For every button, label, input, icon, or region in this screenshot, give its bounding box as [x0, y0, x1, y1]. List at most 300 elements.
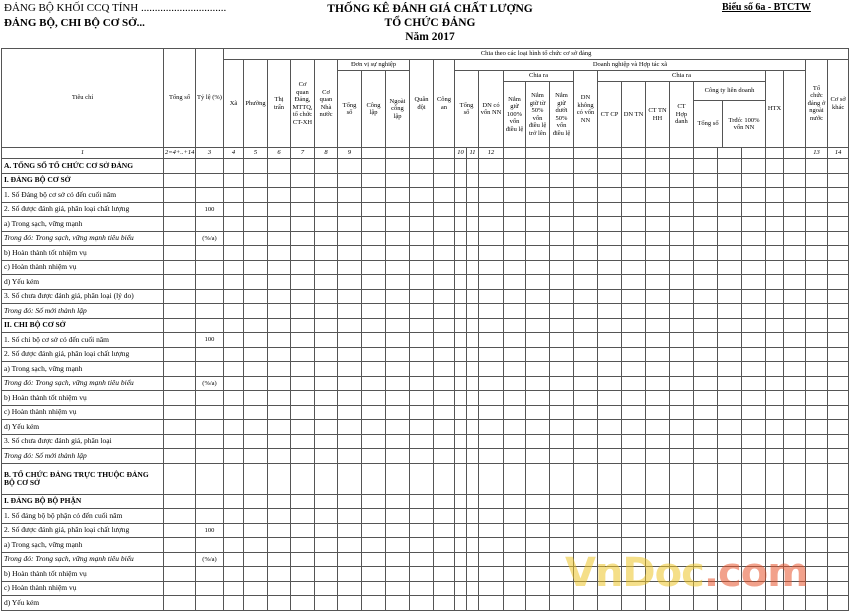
table-cell: [268, 202, 291, 217]
table-row: [2, 405, 849, 420]
table-cell: [268, 463, 291, 494]
table-cell: [646, 231, 670, 246]
column-number-cell: [598, 148, 622, 159]
table-cell: [694, 275, 718, 290]
table-cell: [291, 188, 315, 203]
table-cell: [455, 202, 467, 217]
table-cell: [806, 538, 828, 553]
table-cell: [622, 449, 646, 464]
table-cell: [164, 289, 196, 304]
table-cell: [828, 318, 849, 333]
table-cell: [244, 581, 268, 596]
table-cell: [646, 405, 670, 420]
table-cell: [434, 391, 455, 406]
table-cell: [622, 246, 646, 261]
table-cell: [504, 260, 526, 275]
table-cell: [670, 391, 694, 406]
table-cell: [742, 202, 766, 217]
table-cell: [479, 173, 504, 188]
table-cell: [315, 289, 338, 304]
table-cell: [244, 231, 268, 246]
table-cell: [291, 246, 315, 261]
table-cell: [766, 159, 784, 174]
table-cell: [550, 523, 574, 538]
table-cell: [455, 275, 467, 290]
row-label: 2. Số được đánh giá, phân loại chất lượng: [2, 202, 164, 217]
table-cell: [224, 217, 244, 232]
table-cell: [622, 347, 646, 362]
table-row: [2, 494, 849, 509]
table-cell: [806, 304, 828, 319]
table-cell: [694, 304, 718, 319]
table-cell: [598, 376, 622, 391]
table-cell: [504, 434, 526, 449]
header-nn-50: Nắm giữ từ 50% vốn điều lệ trở lên: [526, 82, 550, 148]
table-cell: [362, 188, 386, 203]
table-cell: [670, 159, 694, 174]
table-cell: [742, 463, 766, 494]
table-cell: [338, 523, 362, 538]
table-cell: [670, 188, 694, 203]
table-cell: [268, 523, 291, 538]
report-title-line1: THỐNG KÊ ĐÁNH GIÁ CHẤT LƯỢNG: [327, 3, 533, 15]
table-cell: [455, 231, 467, 246]
table-cell: [806, 523, 828, 538]
column-number-cell: [670, 148, 694, 159]
table-cell: [455, 304, 467, 319]
table-cell: [806, 260, 828, 275]
table-cell: [164, 567, 196, 582]
table-cell: [526, 217, 550, 232]
table-cell: [742, 275, 766, 290]
table-cell: [784, 494, 806, 509]
table-cell: [455, 159, 467, 174]
header-chia-ra: Chia ra: [504, 71, 574, 82]
table-cell: [479, 581, 504, 596]
table-cell: [694, 188, 718, 203]
table-cell: [386, 567, 410, 582]
table-cell: [766, 173, 784, 188]
row-label: II. CHI BỘ CƠ SỞ: [2, 318, 164, 333]
table-cell: [526, 391, 550, 406]
table-cell: [164, 449, 196, 464]
table-cell: [315, 347, 338, 362]
table-cell: [742, 231, 766, 246]
table-cell: [467, 420, 479, 435]
table-cell: [291, 260, 315, 275]
table-cell: [362, 420, 386, 435]
table-cell: [694, 494, 718, 509]
table-cell: [291, 362, 315, 377]
table-cell: [670, 463, 694, 494]
table-cell: [718, 289, 742, 304]
header-dn-co-von-nn: DN có vốn NN: [479, 71, 504, 148]
table-cell: [694, 405, 718, 420]
table-cell: [224, 449, 244, 464]
table-cell: [291, 552, 315, 567]
table-cell: [526, 159, 550, 174]
table-cell: [244, 159, 268, 174]
table-cell: [526, 304, 550, 319]
table-row: [2, 596, 849, 611]
table-cell: [268, 567, 291, 582]
table-cell: [268, 538, 291, 553]
table-row: [2, 304, 849, 319]
table-cell: [224, 463, 244, 494]
table-cell: [742, 188, 766, 203]
table-cell: [694, 246, 718, 261]
table-cell: [455, 552, 467, 567]
table-cell: [574, 318, 598, 333]
table-cell: [828, 523, 849, 538]
table-cell: [386, 289, 410, 304]
ty-le-cell: [196, 405, 224, 420]
table-cell: [718, 347, 742, 362]
table-cell: [268, 449, 291, 464]
row-label: b) Hoàn thành tốt nhiệm vụ: [2, 567, 164, 582]
table-cell: [291, 333, 315, 348]
table-cell: [479, 159, 504, 174]
table-cell: [784, 434, 806, 449]
table-cell: [598, 188, 622, 203]
table-cell: [622, 173, 646, 188]
table-cell: [434, 289, 455, 304]
table-cell: [550, 188, 574, 203]
table-cell: [386, 159, 410, 174]
table-cell: [362, 391, 386, 406]
table-cell: [784, 275, 806, 290]
table-cell: [362, 231, 386, 246]
table-cell: [806, 391, 828, 406]
table-cell: [291, 202, 315, 217]
table-cell: [386, 523, 410, 538]
table-cell: [806, 202, 828, 217]
row-label: a) Trong sạch, vững mạnh: [2, 362, 164, 377]
table-cell: [362, 523, 386, 538]
table-cell: [244, 362, 268, 377]
table-cell: [244, 434, 268, 449]
table-cell: [718, 420, 742, 435]
table-cell: [164, 159, 196, 174]
table-cell: [784, 333, 806, 348]
table-cell: [828, 246, 849, 261]
table-cell: [479, 376, 504, 391]
table-cell: [784, 217, 806, 232]
table-cell: [164, 318, 196, 333]
table-cell: [455, 391, 467, 406]
table-cell: [694, 318, 718, 333]
table-cell: [646, 376, 670, 391]
table-cell: [622, 188, 646, 203]
table-cell: [338, 463, 362, 494]
table-cell: [410, 318, 434, 333]
table-cell: [362, 362, 386, 377]
row-label: c) Hoàn thành nhiệm vụ: [2, 405, 164, 420]
table-cell: [268, 596, 291, 611]
table-row: [2, 449, 849, 464]
table-cell: [386, 246, 410, 261]
table-cell: [315, 173, 338, 188]
table-cell: [386, 318, 410, 333]
table-cell: [315, 449, 338, 464]
table-cell: [766, 376, 784, 391]
table-cell: [598, 275, 622, 290]
table-cell: [646, 420, 670, 435]
table-cell: [742, 391, 766, 406]
column-number-cell: [766, 148, 784, 159]
column-number-cell: 6: [268, 148, 291, 159]
table-cell: [386, 494, 410, 509]
table-cell: [550, 449, 574, 464]
table-cell: [806, 463, 828, 494]
table-row: [2, 523, 849, 538]
table-cell: [646, 275, 670, 290]
table-cell: [550, 494, 574, 509]
table-cell: [742, 347, 766, 362]
table-cell: [828, 405, 849, 420]
table-cell: [386, 449, 410, 464]
table-cell: [784, 188, 806, 203]
table-cell: [806, 173, 828, 188]
table-cell: [455, 173, 467, 188]
table-cell: [455, 376, 467, 391]
table-cell: [362, 159, 386, 174]
table-cell: [291, 405, 315, 420]
table-cell: [766, 275, 784, 290]
table-cell: [828, 567, 849, 582]
row-label: Trong đó: Số mới thành lập: [2, 449, 164, 464]
table-cell: [526, 231, 550, 246]
table-cell: [806, 246, 828, 261]
table-row: [2, 318, 849, 333]
table-cell: [598, 333, 622, 348]
table-cell: [766, 289, 784, 304]
form-code: Biểu số 6a - BTCTW: [722, 2, 811, 13]
table-cell: [806, 596, 828, 611]
table-cell: [742, 217, 766, 232]
row-label: c) Hoàn thành nhiệm vụ: [2, 260, 164, 275]
table-cell: [362, 202, 386, 217]
table-cell: [479, 405, 504, 420]
column-number-row: [2, 148, 849, 159]
table-cell: [455, 405, 467, 420]
table-cell: [315, 538, 338, 553]
table-cell: [455, 509, 467, 524]
table-cell: [362, 405, 386, 420]
table-cell: [784, 246, 806, 261]
table-cell: [550, 289, 574, 304]
table-cell: [828, 260, 849, 275]
table-cell: [244, 391, 268, 406]
table-cell: [268, 434, 291, 449]
table-cell: [598, 304, 622, 319]
table-cell: [410, 231, 434, 246]
table-cell: [467, 405, 479, 420]
table-cell: [504, 596, 526, 611]
table-cell: [410, 463, 434, 494]
table-cell: [574, 260, 598, 275]
table-cell: [386, 391, 410, 406]
table-cell: [718, 260, 742, 275]
table-cell: [164, 304, 196, 319]
table-cell: [455, 260, 467, 275]
table-cell: [504, 246, 526, 261]
table-cell: [574, 304, 598, 319]
table-cell: [479, 509, 504, 524]
table-cell: [434, 318, 455, 333]
table-row: [2, 420, 849, 435]
table-cell: [784, 463, 806, 494]
ty-le-cell: [196, 391, 224, 406]
table-cell: [766, 434, 784, 449]
table-cell: [410, 405, 434, 420]
table-cell: [224, 494, 244, 509]
table-cell: [315, 523, 338, 538]
table-row: [2, 217, 849, 232]
table-cell: [244, 173, 268, 188]
table-cell: [164, 596, 196, 611]
table-cell: [828, 596, 849, 611]
table-cell: [806, 362, 828, 377]
row-label: 2. Số được đánh giá, phân loại chất lượng: [2, 523, 164, 538]
table-cell: [434, 376, 455, 391]
table-cell: [386, 188, 410, 203]
table-cell: [455, 318, 467, 333]
ty-le-cell: [196, 434, 224, 449]
report-year: Năm 2017: [405, 31, 455, 43]
table-cell: [479, 275, 504, 290]
table-cell: [504, 173, 526, 188]
table-cell: [455, 347, 467, 362]
table-cell: [338, 333, 362, 348]
table-cell: [244, 304, 268, 319]
table-cell: [164, 275, 196, 290]
table-cell: [574, 509, 598, 524]
table-cell: [291, 217, 315, 232]
table-cell: [479, 318, 504, 333]
table-cell: [410, 246, 434, 261]
column-number-cell: 5: [244, 148, 268, 159]
table-cell: [718, 304, 742, 319]
table-cell: [622, 463, 646, 494]
base-party-name: ĐẢNG BỘ, CHI BỘ CƠ SỞ...: [4, 17, 145, 29]
header-cong-an: Công an: [434, 60, 455, 148]
row-label: 1. Số đảng bộ bộ phận có đến cuối năm: [2, 509, 164, 524]
table-cell: [742, 260, 766, 275]
table-cell: [410, 509, 434, 524]
ty-le-cell: [196, 596, 224, 611]
table-cell: [622, 217, 646, 232]
table-cell: [784, 289, 806, 304]
table-cell: [550, 596, 574, 611]
table-cell: [622, 333, 646, 348]
report-title-block: [300, 2, 560, 44]
table-cell: [467, 538, 479, 553]
table-cell: [646, 333, 670, 348]
table-cell: [467, 289, 479, 304]
table-cell: [622, 275, 646, 290]
table-cell: [455, 362, 467, 377]
table-cell: [291, 434, 315, 449]
watermark-logo: VnDoc.com: [565, 550, 808, 596]
table-cell: [268, 159, 291, 174]
table-cell: [410, 173, 434, 188]
table-cell: [479, 596, 504, 611]
table-cell: [504, 509, 526, 524]
table-cell: [224, 159, 244, 174]
table-cell: [434, 449, 455, 464]
table-cell: [164, 434, 196, 449]
table-cell: [574, 596, 598, 611]
ty-le-cell: (%/a): [196, 376, 224, 391]
table-cell: [622, 202, 646, 217]
table-cell: [742, 289, 766, 304]
column-number-cell: 7: [291, 148, 315, 159]
table-cell: [224, 202, 244, 217]
table-cell: [362, 552, 386, 567]
table-cell: [291, 376, 315, 391]
table-cell: [362, 318, 386, 333]
header-ct-cp: CT CP: [598, 82, 622, 148]
table-cell: [784, 260, 806, 275]
header-chia-theo: Chia theo các loại hình tổ chức cơ sở đảng: [224, 49, 849, 60]
table-cell: [410, 159, 434, 174]
table-cell: [670, 260, 694, 275]
table-cell: [338, 538, 362, 553]
table-cell: [467, 596, 479, 611]
table-cell: [244, 509, 268, 524]
table-cell: [338, 552, 362, 567]
table-cell: [598, 463, 622, 494]
table-cell: [455, 523, 467, 538]
header-lien-doanh-100: Trđó: 100% vốn NN: [728, 116, 760, 131]
table-cell: [479, 494, 504, 509]
table-cell: [806, 581, 828, 596]
table-cell: [718, 509, 742, 524]
table-cell: [742, 405, 766, 420]
column-number-cell: [646, 148, 670, 159]
table-cell: [479, 567, 504, 582]
table-cell: [291, 231, 315, 246]
table-cell: [386, 275, 410, 290]
ty-le-cell: [196, 347, 224, 362]
table-cell: [362, 596, 386, 611]
table-cell: [338, 231, 362, 246]
table-cell: [434, 362, 455, 377]
table-cell: [386, 231, 410, 246]
table-cell: [598, 523, 622, 538]
table-cell: [646, 509, 670, 524]
table-cell: [315, 159, 338, 174]
table-cell: [784, 509, 806, 524]
table-cell: [386, 347, 410, 362]
table-cell: [268, 509, 291, 524]
table-cell: [268, 552, 291, 567]
table-cell: [670, 289, 694, 304]
table-cell: [164, 217, 196, 232]
table-cell: [164, 333, 196, 348]
table-cell: [574, 391, 598, 406]
table-cell: [806, 376, 828, 391]
table-cell: [670, 333, 694, 348]
table-cell: [479, 217, 504, 232]
table-cell: [410, 347, 434, 362]
table-row: [2, 188, 849, 203]
table-cell: [434, 260, 455, 275]
table-cell: [646, 304, 670, 319]
table-cell: [526, 581, 550, 596]
table-cell: [224, 509, 244, 524]
